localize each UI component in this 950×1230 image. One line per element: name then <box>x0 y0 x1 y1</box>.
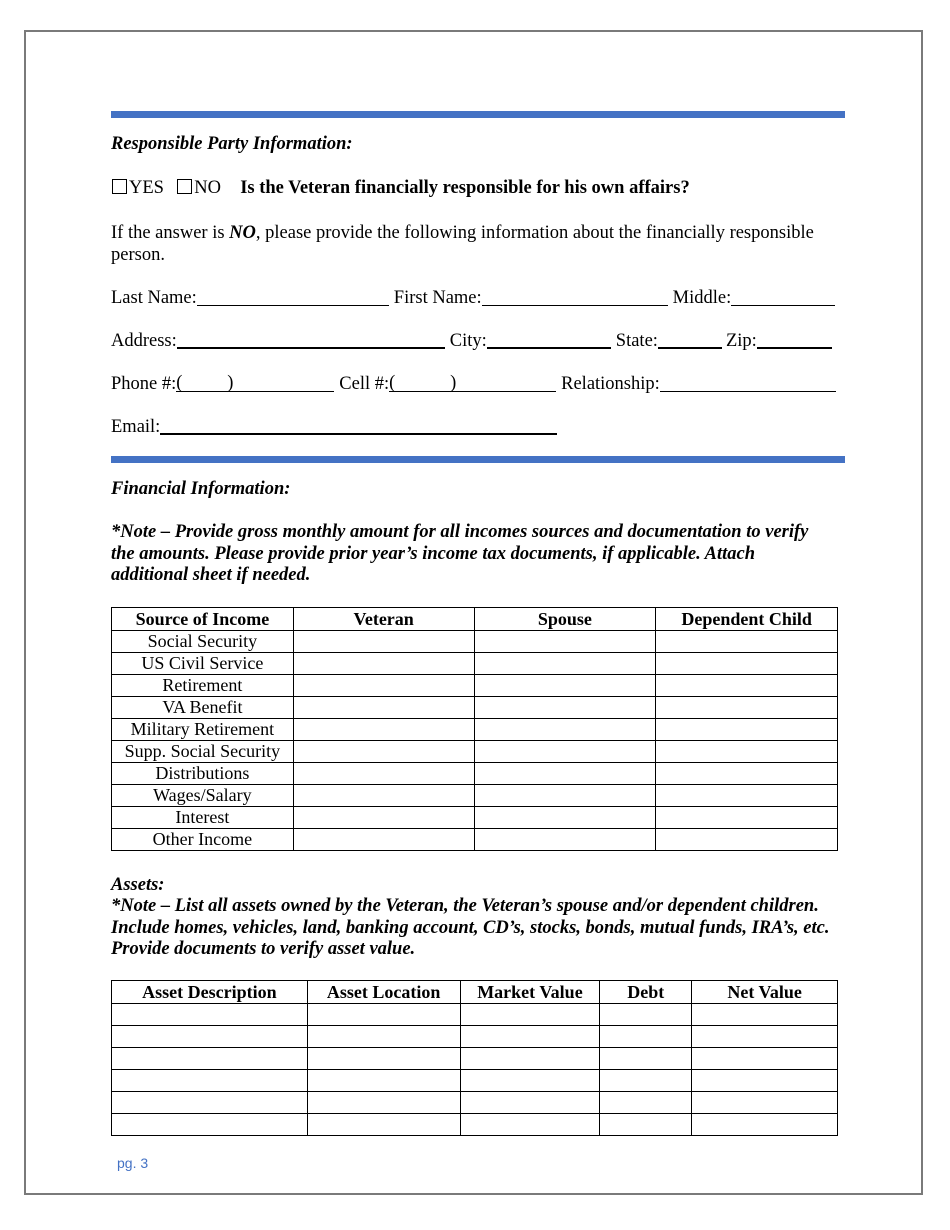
income-amount-cell[interactable] <box>656 675 838 697</box>
asset-entry-cell[interactable] <box>307 1004 460 1026</box>
income-amount-cell[interactable] <box>474 719 656 741</box>
asset-table-row <box>112 1026 838 1048</box>
zip-label: Zip: <box>725 331 757 351</box>
income-amount-cell[interactable] <box>656 697 838 719</box>
phone-field[interactable] <box>176 373 334 392</box>
asset-header-cell: Debt <box>600 981 692 1004</box>
asset-entry-cell[interactable] <box>600 1004 692 1026</box>
income-source-label: Wages/Salary <box>112 785 294 807</box>
city-field[interactable] <box>487 329 611 349</box>
asset-entry-cell[interactable] <box>112 1070 308 1092</box>
city-label: City: <box>449 331 487 351</box>
income-table-header-row <box>112 608 838 631</box>
income-amount-cell[interactable] <box>656 763 838 785</box>
income-amount-cell[interactable] <box>474 631 656 653</box>
asset-header-cell: Asset Location <box>307 981 460 1004</box>
responsible-party-title: Responsible Party Information: <box>111 134 353 154</box>
no-checkbox[interactable] <box>177 178 221 198</box>
asset-entry-cell[interactable] <box>112 1026 308 1048</box>
income-amount-cell[interactable] <box>293 763 474 785</box>
asset-entry-cell[interactable] <box>600 1114 692 1136</box>
first-name-field[interactable] <box>482 287 668 306</box>
asset-entry-cell[interactable] <box>112 1092 308 1114</box>
asset-table-row <box>112 1092 838 1114</box>
asset-entry-cell[interactable] <box>600 1070 692 1092</box>
income-header-cell: Source of Income <box>112 608 294 631</box>
asset-entry-cell[interactable] <box>692 1004 838 1026</box>
income-table-row <box>112 697 838 719</box>
income-table-row <box>112 653 838 675</box>
instruction-emphasis: NO <box>229 223 256 243</box>
asset-entry-cell[interactable] <box>600 1092 692 1114</box>
email-label: Email: <box>111 417 161 437</box>
asset-table-row <box>112 1004 838 1026</box>
name-row <box>111 285 835 309</box>
income-table-row <box>112 807 838 829</box>
assets-table <box>111 980 838 1136</box>
yes-label: YES <box>129 178 164 198</box>
income-amount-cell[interactable] <box>656 741 838 763</box>
assets-title: Assets: <box>111 875 165 895</box>
income-source-label: US Civil Service <box>112 653 294 675</box>
income-amount-cell[interactable] <box>293 675 474 697</box>
phone-label: Phone #: <box>111 374 177 394</box>
last-name-label: Last Name: <box>111 288 197 308</box>
asset-entry-cell[interactable] <box>692 1092 838 1114</box>
relationship-field[interactable] <box>660 373 836 392</box>
state-field[interactable] <box>658 329 722 349</box>
address-field[interactable] <box>177 329 445 349</box>
income-amount-cell[interactable] <box>293 807 474 829</box>
income-source-label: Social Security <box>112 631 294 653</box>
income-source-label: Distributions <box>112 763 294 785</box>
income-amount-cell[interactable] <box>474 653 656 675</box>
income-table-row <box>112 631 838 653</box>
income-amount-cell[interactable] <box>474 763 656 785</box>
address-row <box>111 328 832 352</box>
checkbox-icon <box>177 179 192 194</box>
state-label: State: <box>615 331 658 351</box>
assets-table-header-row <box>112 981 838 1004</box>
email-row <box>111 414 557 438</box>
income-header-cell: Dependent Child <box>656 608 838 631</box>
financial-information-title: Financial Information: <box>111 479 291 499</box>
income-source-label: Military Retirement <box>112 719 294 741</box>
asset-entry-cell[interactable] <box>112 1048 308 1070</box>
asset-entry-cell[interactable] <box>600 1048 692 1070</box>
asset-header-cell: Market Value <box>460 981 600 1004</box>
income-amount-cell[interactable] <box>293 741 474 763</box>
checkbox-icon <box>112 179 127 194</box>
income-header-cell: Spouse <box>474 608 656 631</box>
asset-entry-cell[interactable] <box>307 1070 460 1092</box>
income-amount-cell[interactable] <box>656 807 838 829</box>
area-code-open-paren: ( <box>389 373 396 393</box>
asset-entry-cell[interactable] <box>692 1070 838 1092</box>
income-amount-cell[interactable] <box>474 741 656 763</box>
first-name-label: First Name: <box>393 288 482 308</box>
asset-entry-cell[interactable] <box>307 1026 460 1048</box>
asset-entry-cell[interactable] <box>112 1004 308 1026</box>
asset-entry-cell[interactable] <box>600 1026 692 1048</box>
income-amount-cell[interactable] <box>656 653 838 675</box>
asset-entry-cell[interactable] <box>692 1048 838 1070</box>
income-amount-cell[interactable] <box>293 631 474 653</box>
income-source-label: Supp. Social Security <box>112 741 294 763</box>
instruction-suffix: , please provide the following information about the financially responsible person. <box>111 223 814 265</box>
income-amount-cell[interactable] <box>293 785 474 807</box>
email-field[interactable] <box>160 415 557 435</box>
section-divider-financial <box>111 456 845 463</box>
income-table-row <box>112 763 838 785</box>
financial-responsibility-question: Is the Veteran financially responsible for his own affairs? <box>240 178 690 198</box>
income-table-row <box>112 829 838 851</box>
phone-row <box>111 371 836 395</box>
asset-header-cell: Net Value <box>692 981 838 1004</box>
asset-entry-cell[interactable] <box>112 1114 308 1136</box>
income-amount-cell[interactable] <box>293 719 474 741</box>
income-table <box>111 607 838 851</box>
asset-table-row <box>112 1048 838 1070</box>
income-amount-cell[interactable] <box>474 675 656 697</box>
relationship-label: Relationship: <box>561 374 660 394</box>
income-amount-cell[interactable] <box>293 829 474 851</box>
income-source-label: Other Income <box>112 829 294 851</box>
income-amount-cell[interactable] <box>474 829 656 851</box>
asset-entry-cell[interactable] <box>307 1048 460 1070</box>
income-amount-cell[interactable] <box>656 631 838 653</box>
address-label: Address: <box>111 331 177 351</box>
income-amount-cell[interactable] <box>293 697 474 719</box>
income-amount-cell[interactable] <box>474 785 656 807</box>
last-name-field[interactable] <box>197 287 389 306</box>
asset-table-row <box>112 1070 838 1092</box>
page-number: pg. 3 <box>117 1155 149 1171</box>
asset-entry-cell[interactable] <box>460 1026 600 1048</box>
income-source-label: Retirement <box>112 675 294 697</box>
income-table-row <box>112 741 838 763</box>
income-table-row <box>112 719 838 741</box>
income-amount-cell[interactable] <box>474 697 656 719</box>
asset-header-cell: Asset Description <box>112 981 308 1004</box>
instruction-prefix: If the answer is <box>111 223 230 243</box>
section-divider-top <box>111 111 845 118</box>
income-amount-cell[interactable] <box>474 807 656 829</box>
area-code-open-paren: ( <box>176 373 183 393</box>
income-amount-cell[interactable] <box>656 829 838 851</box>
income-table-row <box>112 785 838 807</box>
responsible-party-instruction <box>111 222 841 266</box>
assets-note: *Note – List all assets owned by the Veteran, the Veteran’s spouse and/or dependent children. Include homes, vehicles, land, banking account, CD’s, stocks, bonds, mutual funds, IRA’s, etc. Provide documents to verify asset value. <box>111 896 830 959</box>
asset-entry-cell[interactable] <box>307 1092 460 1114</box>
asset-entry-cell[interactable] <box>692 1114 838 1136</box>
middle-name-label: Middle: <box>672 288 732 308</box>
asset-entry-cell[interactable] <box>307 1114 460 1136</box>
middle-name-field[interactable] <box>731 287 835 306</box>
income-table-row <box>112 675 838 697</box>
income-source-label: Interest <box>112 807 294 829</box>
area-code-close-paren: ) <box>227 373 234 393</box>
financial-note: *Note – Provide gross monthly amount for all incomes sources and documentation to verify the amounts. Please provide prior year’s income tax documents, if applicable. Attach additional sheet if needed. <box>111 522 809 585</box>
yes-checkbox[interactable] <box>112 178 164 198</box>
area-code-close-paren: ) <box>450 373 457 393</box>
asset-entry-cell[interactable] <box>460 1004 600 1026</box>
cell-field[interactable] <box>389 373 556 392</box>
income-header-cell: Veteran <box>293 608 474 631</box>
zip-field[interactable] <box>757 329 832 349</box>
asset-entry-cell[interactable] <box>692 1026 838 1048</box>
income-amount-cell[interactable] <box>656 785 838 807</box>
income-amount-cell[interactable] <box>293 653 474 675</box>
income-amount-cell[interactable] <box>656 719 838 741</box>
no-label: NO <box>194 178 221 198</box>
asset-entry-cell[interactable] <box>460 1070 600 1092</box>
asset-entry-cell[interactable] <box>460 1048 600 1070</box>
asset-entry-cell[interactable] <box>460 1092 600 1114</box>
asset-table-row <box>112 1114 838 1136</box>
financial-responsibility-question-row <box>112 177 690 199</box>
income-source-label: VA Benefit <box>112 697 294 719</box>
cell-label: Cell #: <box>339 374 390 394</box>
asset-entry-cell[interactable] <box>460 1114 600 1136</box>
